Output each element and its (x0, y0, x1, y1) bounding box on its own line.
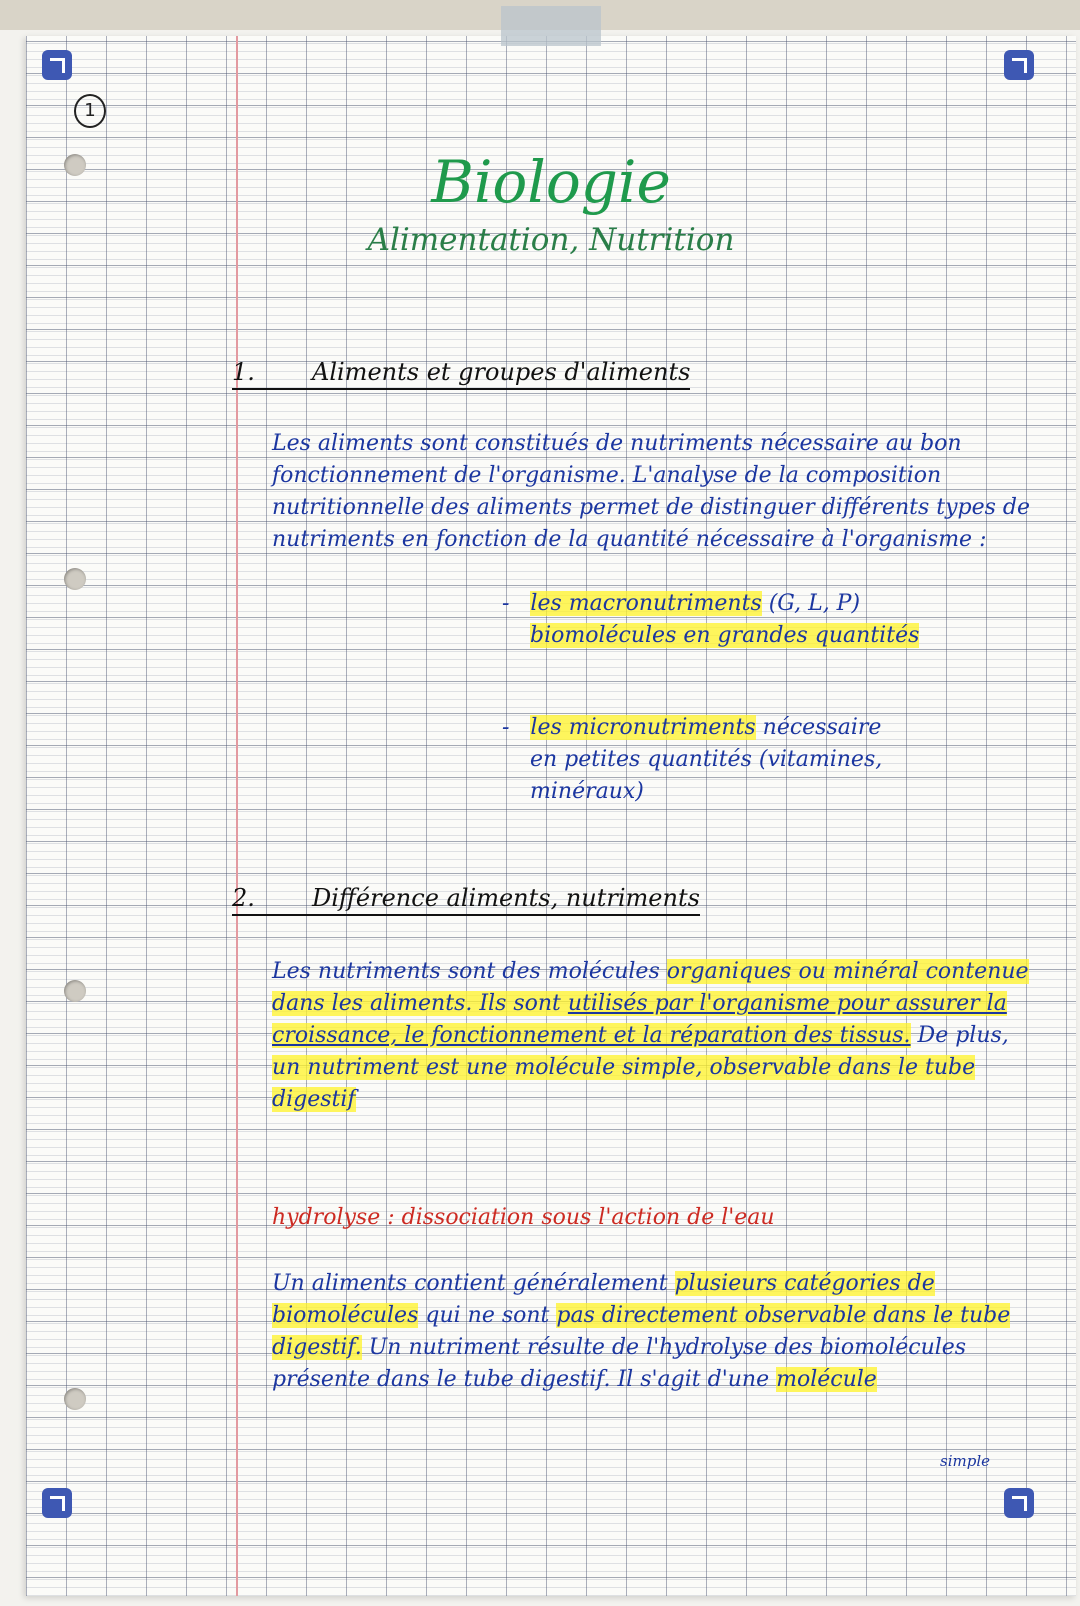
page-title: Biologie (431, 148, 671, 216)
punch-hole (64, 568, 86, 590)
section-title: Différence aliments, nutriments (312, 884, 700, 912)
section-2-heading (232, 884, 700, 916)
tape-strip (501, 6, 601, 46)
definition-hydrolyse: hydrolyse : dissociation sous l'action de l'eau (272, 1205, 775, 1230)
bullet-micronutrients: - les micronutriments nécessaire en petites quantités (vitamines, minéraux) (502, 715, 883, 804)
punch-hole (64, 1388, 86, 1410)
margin-line (236, 36, 238, 1596)
corner-marker-icon (1004, 1488, 1034, 1518)
section-2-paragraph-2: Un aliments contient généralement plusieurs catégories de biomolécules qui ne sont pas directement observable dans le tube digestif. Un nutriment résulte de l'hydrolyse des biomolécules présente dans le tube digestif. Il s'agit d'une molécule (272, 1271, 1011, 1392)
section-number: 1. (232, 358, 255, 386)
corner-marker-icon (42, 1488, 72, 1518)
corner-marker-icon (42, 50, 72, 80)
section-number: 2. (232, 884, 255, 912)
section-1-heading (232, 358, 690, 390)
corner-marker-icon (1004, 50, 1034, 80)
bullet-macronutrients: - les macronutriments (G, L, P) biomolécules en grandes quantités (502, 591, 920, 648)
section-title: Aliments et groupes d'aliments (312, 358, 691, 386)
section-2-paragraph-1: Les nutriments sont des molécules organiques ou minéral contenue dans les aliments. Ils sont utilisés par l'organisme pour assurer la croissance, le fonctionnement et la réparation des tissus. De plus, un nutriment est une molécule simple, observable dans le tube digestif (272, 959, 1029, 1112)
page-subtitle: Alimentation, Nutrition (367, 222, 735, 258)
punch-hole (64, 980, 86, 1002)
section-1-intro: Les aliments sont constitués de nutriments nécessaire au bon fonctionnement de l'organisme. L'analyse de la composition nutritionnelle des aliments permet de distinguer différents types de nutriments en fonction de la quantité nécessaire à l'organisme : (272, 431, 1031, 552)
page-number: 1 (74, 94, 106, 128)
margin-note: simple (940, 1452, 990, 1470)
notebook-page (26, 36, 1076, 1596)
